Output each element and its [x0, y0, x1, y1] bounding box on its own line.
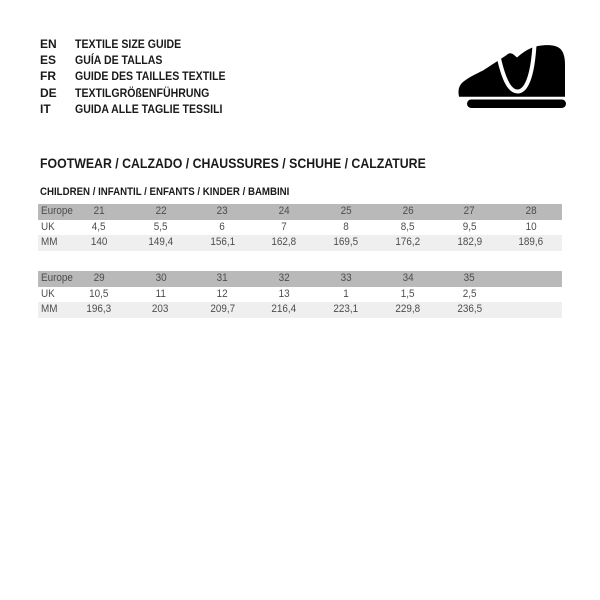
- size-value-cell: [315, 220, 377, 236]
- size-value: 24: [278, 205, 290, 217]
- section-subtitle-text: CHILDREN / INFANTIL / ENFANTS / KINDER / BAMBINI: [40, 186, 290, 198]
- size-value: 169,5: [333, 236, 359, 248]
- size-value: 8,5: [400, 220, 415, 233]
- size-value-cell: [253, 204, 315, 220]
- size-value: 176,2: [395, 236, 421, 248]
- row-label: [38, 287, 68, 303]
- size-value: 149,4: [148, 236, 174, 248]
- language-row: [40, 68, 246, 84]
- language-code: IT: [40, 101, 51, 116]
- row-label: [38, 271, 73, 287]
- size-value-cell: [315, 271, 377, 287]
- size-value-cell: [377, 220, 439, 236]
- language-title: GUÍA DE TALLAS: [75, 53, 163, 68]
- row-label-text: UK: [41, 220, 55, 233]
- size-value-cell: [315, 235, 377, 251]
- size-value-cell: [130, 302, 192, 318]
- size-value-cell: [130, 235, 192, 251]
- size-value-cell: [253, 271, 315, 287]
- language-code: EN: [40, 37, 57, 51]
- language-title-list: [40, 36, 246, 117]
- size-table-children-2: [38, 271, 562, 318]
- size-value-cell: [130, 271, 192, 287]
- language-code: DE: [40, 85, 57, 100]
- size-value: 7: [281, 220, 287, 233]
- brand-logo: [450, 40, 570, 112]
- language-row: [40, 52, 246, 68]
- shoe-icon: [450, 40, 570, 112]
- size-value: 31: [216, 272, 228, 284]
- size-value: 22: [155, 205, 167, 217]
- row-label-text: Europe: [41, 205, 73, 217]
- size-value-cell: [500, 220, 562, 236]
- size-value-cell: [439, 302, 501, 318]
- size-value-cell: [500, 204, 562, 220]
- size-value: 29: [93, 272, 105, 284]
- section-title-text: FOOTWEAR / CALZADO / CHAUSSURES / SCHUHE / CALZATURE: [40, 155, 426, 171]
- size-value-cell: [500, 271, 562, 287]
- table-row-uk: [38, 287, 562, 303]
- size-value-cell: [315, 204, 377, 220]
- size-value: 1,5: [400, 287, 415, 300]
- size-value-cell: [500, 302, 562, 318]
- size-value-cell: [68, 235, 130, 251]
- size-value-cell: [192, 235, 254, 251]
- language-title: TEXTILE SIZE GUIDE: [75, 37, 182, 51]
- size-value: 8: [343, 220, 349, 233]
- size-value: 10,5: [89, 287, 109, 300]
- size-value-cell: [253, 235, 315, 251]
- size-value: 9,5: [462, 220, 477, 233]
- table-row-uk: [38, 220, 562, 236]
- size-value-cell: [68, 302, 130, 318]
- size-value: 25: [340, 205, 352, 217]
- table-row-europe: [38, 204, 562, 220]
- size-value-cell: [253, 287, 315, 303]
- size-value-cell: [500, 235, 562, 251]
- size-value: 13: [278, 287, 290, 300]
- size-value: 1: [343, 287, 349, 300]
- size-table-children-1: [38, 204, 562, 251]
- table-row-mm: [38, 235, 562, 251]
- size-value-cell: [500, 287, 562, 303]
- size-value-cell: [192, 287, 254, 303]
- size-value-cell: [68, 287, 130, 303]
- section-title: [40, 155, 478, 171]
- size-value: 2,5: [462, 287, 477, 300]
- size-value-cell: [377, 271, 439, 287]
- size-value: 10: [525, 220, 537, 233]
- size-value: 32: [278, 272, 290, 284]
- language-row: [40, 101, 246, 117]
- language-code: ES: [40, 53, 57, 68]
- size-value-cell: [315, 287, 377, 303]
- size-value: 189,6: [518, 236, 544, 248]
- size-value: 27: [463, 205, 475, 217]
- size-value-cell: [68, 204, 130, 220]
- size-value-cell: [439, 220, 501, 236]
- language-row: [40, 36, 246, 52]
- size-value-cell: [130, 287, 192, 303]
- size-value: 12: [216, 287, 228, 300]
- size-value: 35: [463, 272, 475, 284]
- size-value: 21: [93, 205, 105, 217]
- size-value-cell: [130, 220, 192, 236]
- size-value: 26: [402, 205, 414, 217]
- table-row-europe: [38, 271, 562, 287]
- size-value-cell: [192, 302, 254, 318]
- language-title: TEXTILGRÖßENFÜHRUNG: [75, 85, 210, 100]
- size-value: 196,3: [86, 303, 112, 315]
- size-value: 229,8: [395, 303, 421, 315]
- size-value: 4,5: [91, 220, 106, 233]
- size-value: 34: [402, 272, 414, 284]
- size-value: 30: [155, 272, 167, 284]
- size-value: 28: [525, 205, 537, 217]
- size-value-cell: [192, 271, 254, 287]
- section-subtitle: [40, 186, 323, 198]
- table-row-mm: [38, 302, 562, 318]
- row-label: [38, 235, 68, 251]
- language-title: GUIDE DES TAILLES TEXTILE: [75, 69, 226, 84]
- size-value: 11: [155, 287, 166, 300]
- size-table-body: [38, 271, 562, 318]
- size-value: 216,4: [271, 303, 297, 315]
- size-value: 182,9: [456, 236, 482, 248]
- size-value: 33: [340, 272, 352, 284]
- language-code: FR: [40, 69, 56, 84]
- language-title: GUIDA ALLE TAGLIE TESSILI: [75, 101, 223, 116]
- size-value: 203: [152, 303, 169, 315]
- size-value-cell: [377, 204, 439, 220]
- size-value-cell: [68, 271, 130, 287]
- size-value: 140: [90, 236, 108, 248]
- size-value: 223,1: [333, 303, 359, 315]
- row-label: [38, 204, 73, 220]
- size-value-cell: [439, 204, 501, 220]
- size-value-cell: [192, 220, 254, 236]
- size-value-cell: [130, 204, 192, 220]
- size-value-cell: [439, 287, 501, 303]
- row-label-text: MM: [41, 303, 58, 315]
- size-value: 156,1: [209, 236, 235, 248]
- size-value-cell: [192, 204, 254, 220]
- size-value: 6: [219, 220, 226, 233]
- row-label: [38, 220, 68, 236]
- language-row: [40, 85, 246, 101]
- size-value: 236,5: [456, 303, 482, 315]
- size-value: 162,8: [271, 236, 297, 248]
- size-value-cell: [439, 271, 501, 287]
- size-value-cell: [439, 235, 501, 251]
- row-label-text: Europe: [41, 272, 73, 284]
- row-label-text: MM: [41, 236, 58, 248]
- size-value: 23: [216, 205, 228, 217]
- size-value: 209,7: [209, 303, 235, 315]
- size-table-body: [38, 204, 562, 251]
- size-value-cell: [253, 302, 315, 318]
- size-value-cell: [377, 302, 439, 318]
- size-value-cell: [377, 235, 439, 251]
- row-label-text: UK: [41, 287, 55, 300]
- size-value-cell: [315, 302, 377, 318]
- size-value-cell: [68, 220, 130, 236]
- size-value-cell: [253, 220, 315, 236]
- size-value-cell: [377, 287, 439, 303]
- size-value: 5,5: [153, 220, 168, 233]
- row-label: [38, 302, 68, 318]
